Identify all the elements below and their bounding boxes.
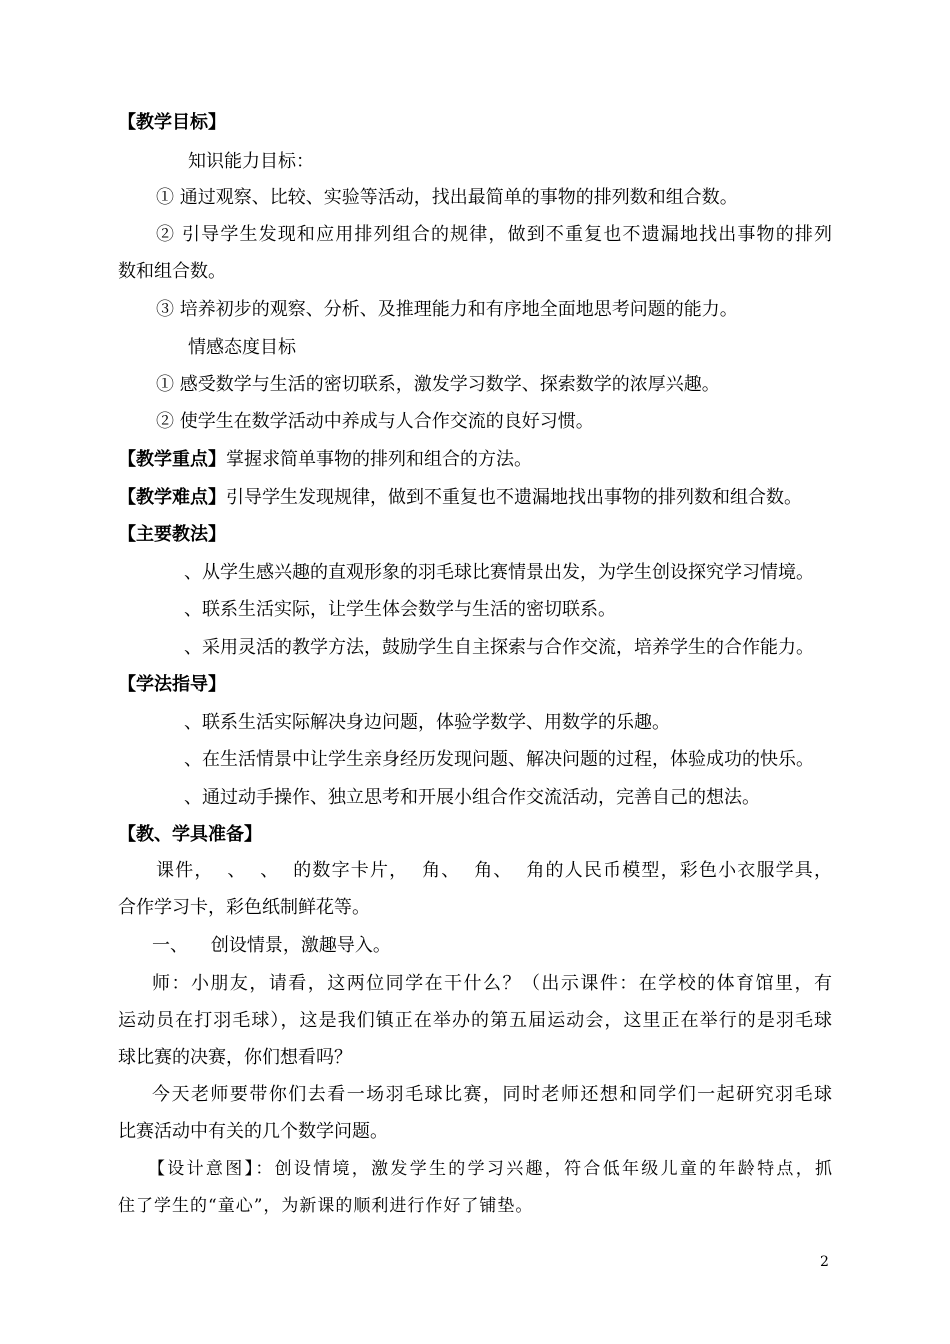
subheading-knowledge: 知识能力目标： (188, 151, 314, 172)
guide-item-2: 、在生活情景中让学生亲身经历发现问题、解决问题的过程，体验成功的快乐。 (184, 749, 814, 770)
emotion-item-2: ② 使学生在数学活动中养成与人合作交流的良好习惯。 (156, 411, 594, 432)
dialog-line-1: 师：小朋友，请看，这两位同学在干什么？（出示课件：在学校的体育馆里，有 (152, 973, 832, 994)
paragraph-2-line-2: 比赛活动中有关的几个数学问题。 (118, 1121, 388, 1142)
design-intent-text: ：创设情境，激发学生的学习兴趣，符合低年级儿童的年龄特点，抓 (255, 1159, 833, 1179)
method-item-1: 、从学生感兴趣的直观形象的羽毛球比赛情景出发，为学生创设探究学习情境。 (184, 562, 814, 583)
method-item-2: 、联系生活实际，让学生体会数学与生活的密切联系。 (184, 599, 616, 620)
dialog-line-2: 运动员在打羽毛球），这是我们镇正在举办的第五届运动会，这里正在举行的是羽毛球 (118, 1010, 832, 1031)
preparation-line-2: 合作学习卡，彩色纸制鲜花等。 (118, 897, 370, 918)
design-intent-label: 【设计意图】 (148, 1159, 256, 1179)
goal-item-2: ② 引导学生发现和应用排列组合的规律，做到不重复也不遗漏地找出事物的排列 (156, 224, 832, 245)
heading-methods: 【主要教法】 (118, 524, 226, 545)
goal-item-1: ① 通过观察、比较、实验等活动，找出最简单的事物的排列数和组合数。 (156, 187, 738, 208)
goal-item-3: ③ 培养初步的观察、分析、及推理能力和有序地全面地思考问题的能力。 (156, 299, 738, 320)
difficulty-label: 【教学难点】 (118, 487, 226, 508)
heading-preparation: 【教、学具准备】 (118, 824, 262, 845)
paragraph-2-line-1: 今天老师要带你们去看一场羽毛球比赛，同时老师还想和同学们一起研究羽毛球 (152, 1084, 832, 1105)
goal-item-2-cont: 数和组合数。 (118, 261, 226, 282)
section-1-title: 一、 创设情景，激趣导入。 (152, 935, 391, 956)
key-point-text: 掌握求简单事物的排列和组合的方法。 (226, 449, 532, 470)
guide-item-1: 、联系生活实际解决身边问题，体验学数学、用数学的乐趣。 (184, 712, 670, 733)
difficulty-line (118, 486, 802, 510)
key-point-label: 【教学重点】 (118, 449, 226, 470)
guide-item-3: 、通过动手操作、独立思考和开展小组合作交流活动，完善自己的想法。 (184, 787, 760, 808)
heading-teaching-goals: 【教学目标】 (118, 112, 226, 133)
key-point-line (118, 448, 532, 472)
heading-study-guide: 【学法指导】 (118, 674, 226, 695)
subheading-emotion: 情感态度目标 (188, 337, 296, 358)
emotion-item-1: ① 感受数学与生活的密切联系，激发学习数学、探索数学的浓厚兴趣。 (156, 374, 720, 395)
difficulty-text: 引导学生发现规律，做到不重复也不遗漏地找出事物的排列数和组合数。 (226, 487, 802, 508)
design-intent-line-2: 住了学生的“童心”，为新课的顺利进行作好了铺垫。 (118, 1196, 534, 1216)
design-intent-line-1 (148, 1157, 832, 1181)
method-item-3: 、采用灵活的教学方法，鼓励学生自主探索与合作交流，培养学生的合作能力。 (184, 637, 814, 658)
page-number: 2 (820, 1254, 829, 1270)
dialog-line-3: 球比赛的决赛，你们想看吗？ (118, 1047, 352, 1068)
preparation-line-1: 课件， 、 、 的数字卡片， 角、 角、 角的人民币模型，彩色小衣服学具， (156, 860, 832, 881)
